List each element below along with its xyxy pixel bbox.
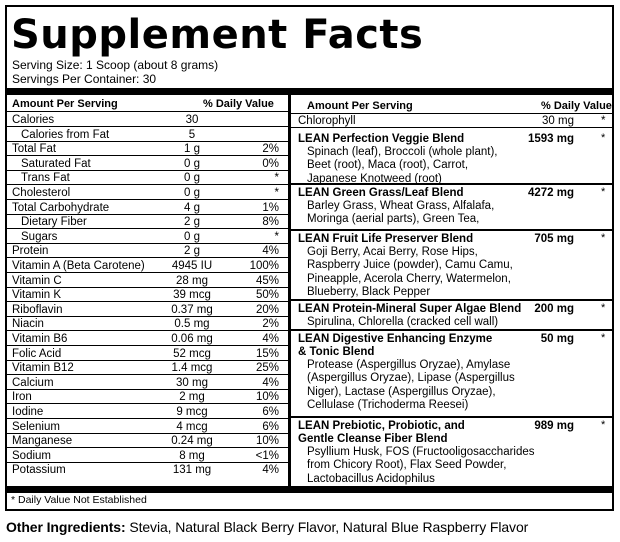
nutrient-amount: 0.37 mg	[171, 303, 213, 316]
nutrient-amount: 0.06 mg	[171, 333, 213, 345]
serving-size: Serving Size: 1 Scoop (about 8 grams)	[12, 58, 219, 72]
nutrient-dv: 0%	[262, 157, 279, 170]
blend-amount: 989 mg	[534, 420, 574, 432]
blend-name: LEAN Digestive Enhancing Enzyme	[298, 333, 493, 345]
blend-amount: 1593 mg	[527, 133, 574, 145]
nutrient-amount: 2 mg	[179, 391, 205, 404]
nutrient-label: Protein	[12, 245, 49, 258]
blend-name: LEAN Fruit Life Preserver Blend	[298, 233, 474, 245]
nutrient-dv: *	[274, 172, 279, 185]
blend-name: LEAN Perfection Veggie Blend	[298, 133, 465, 145]
table-row	[7, 376, 288, 390]
blend-ingredients: Barley Grass, Wheat Grass, Alfalafa,	[307, 200, 495, 212]
nutrient-amount: 1 g	[184, 143, 200, 156]
nutrient-amount: 30 mg	[176, 376, 208, 389]
nutrient-dv: *	[274, 230, 279, 243]
panel-title: Supplement Facts	[11, 12, 424, 58]
blend-ingredients: (Aspergillus Oryzae), Lipase (Aspergillus	[307, 372, 515, 385]
blend-dv: *	[601, 302, 606, 314]
blend-name-cont: Gentle Cleanse Fiber Blend	[298, 433, 448, 445]
blend-ingredients: Niger), Lactase (Aspergillus Oryzae),	[307, 385, 496, 398]
chlorophyll-dv: *	[601, 115, 606, 127]
nutrient-amount: 4 g	[184, 201, 200, 214]
nutrient-dv: 50%	[255, 289, 279, 302]
table-row	[7, 244, 288, 258]
table-row	[7, 259, 288, 273]
nutrient-label: Dietary Fiber	[21, 216, 87, 229]
nutrient-amount: 1.4 mcg	[171, 362, 213, 375]
nutrient-dv: 25%	[255, 362, 279, 375]
right-header-amount: Amount Per Serving	[307, 100, 413, 112]
nutrient-label: Vitamin B6	[12, 333, 68, 345]
nutrient-amount: 0.5 mg	[174, 318, 210, 331]
nutrient-label: Calories	[12, 114, 55, 126]
nutrient-dv: 2%	[262, 143, 279, 156]
blend-ingredients: Psyllium Husk, FOS (Fructooligosaccharides	[307, 446, 535, 458]
blend-ingredients: Lactobacillus Acidophilus	[307, 472, 435, 485]
table-row	[7, 449, 288, 463]
table-row	[7, 128, 288, 142]
nutrient-label: Trans Fat	[21, 172, 70, 185]
table-row	[7, 171, 288, 185]
nutrient-label: Folic Acid	[12, 347, 62, 360]
table-row	[7, 361, 288, 375]
table-row	[7, 230, 288, 244]
table-row	[7, 215, 288, 229]
nutrient-amount: 4945 IU	[171, 260, 213, 272]
chlorophyll-label: Chlorophyll	[298, 115, 356, 127]
nutrient-dv: 6%	[262, 420, 279, 433]
nutrient-dv: 4%	[262, 376, 279, 389]
nutrient-label: Saturated Fat	[21, 157, 91, 170]
blend-dv: *	[601, 232, 606, 244]
blend-ingredients: Moringa (aerial parts), Green Tea,	[307, 213, 480, 226]
blend-ingredients: Spirulina, Chlorella (cracked cell wall)	[307, 316, 499, 328]
nutrient-dv: 1%	[262, 201, 279, 214]
table-row	[7, 157, 288, 171]
table-row	[7, 274, 288, 288]
nutrient-dv: 10%	[255, 391, 279, 404]
nutrient-amount: 0 g	[184, 157, 200, 170]
nutrient-dv: 6%	[262, 406, 279, 418]
blend-name: LEAN Protein-Mineral Super Algae Blend	[298, 303, 522, 315]
nutrient-label: Sodium	[12, 449, 51, 462]
nutrient-label: Calories from Fat	[21, 128, 110, 141]
chlorophyll-row	[291, 115, 612, 128]
right-header-dv: % Daily Value	[541, 100, 612, 112]
nutrient-label: Manganese	[12, 435, 73, 448]
nutrient-amount: 28 mg	[176, 274, 208, 287]
nutrient-dv: 4%	[262, 464, 279, 477]
nutrient-amount: 0 g	[184, 230, 200, 243]
table-row	[7, 405, 288, 419]
table-row	[7, 434, 288, 448]
other-ingredients	[6, 519, 528, 535]
blend-ingredients: Protease (Aspergillus Oryzae), Amylase	[307, 359, 511, 371]
nutrient-amount: 0.24 mg	[171, 435, 213, 448]
table-row	[7, 347, 288, 361]
nutrient-dv: 15%	[255, 347, 279, 360]
blend-ingredients: Cellulase (Trichoderma Reesei)	[307, 399, 469, 412]
left-header-amount: Amount Per Serving	[12, 98, 118, 110]
blend-ingredients: Spinach (leaf), Broccoli (whole plant),	[307, 146, 498, 158]
blend-ingredients: Goji Berry, Acai Berry, Rose Hips,	[307, 246, 478, 258]
blend-name: LEAN Green Grass/Leaf Blend	[298, 187, 464, 199]
table-row	[7, 332, 288, 346]
other-ingredients-text: Stevia, Natural Black Berry Flavor, Natural Blue Raspberry Flavor	[125, 519, 529, 535]
nutrient-dv: 2%	[262, 318, 279, 331]
nutrient-amount: 39 mcg	[173, 289, 211, 302]
table-row	[7, 288, 288, 302]
nutrient-amount: 2 g	[184, 245, 200, 258]
nutrient-label: Cholesterol	[12, 187, 71, 199]
table-row	[7, 113, 288, 127]
blend-amount: 705 mg	[534, 233, 574, 245]
nutrient-label: Niacin	[12, 318, 44, 331]
nutrient-dv: 4%	[262, 245, 279, 258]
nutrient-label: Selenium	[12, 420, 60, 433]
nutrient-label: Potassium	[12, 464, 66, 477]
nutrient-label: Calcium	[12, 376, 54, 389]
blend-dv: *	[601, 132, 606, 144]
thick-divider-top	[7, 88, 612, 95]
right-table-header	[291, 95, 612, 114]
nutrient-amount: 8 mg	[179, 449, 205, 462]
nutrient-label: Vitamin A (Beta Carotene)	[12, 260, 145, 272]
nutrient-dv: 10%	[255, 435, 279, 448]
nutrient-label: Riboflavin	[12, 303, 63, 316]
table-row	[7, 186, 288, 200]
nutrient-label: Iron	[12, 391, 32, 404]
blend-row	[291, 331, 612, 418]
blend-name: LEAN Prebiotic, Probiotic, and	[298, 420, 465, 432]
blend-amount: 50 mg	[540, 333, 574, 345]
nutrient-dv: *	[274, 187, 279, 199]
table-row	[7, 317, 288, 331]
blend-ingredients: Beet (root), Maca (root), Carrot,	[307, 159, 469, 172]
left-table-header	[7, 95, 288, 112]
nutrient-amount: 2 g	[184, 216, 200, 229]
blend-ingredients: Japanese Knotweed (root)	[307, 172, 442, 185]
nutrient-amount: 4 mcg	[176, 420, 208, 433]
nutrient-amount: 0 g	[184, 172, 200, 185]
nutrient-label: Vitamin C	[12, 274, 62, 287]
nutrient-label: Sugars	[21, 230, 58, 243]
blend-name-cont: & Tonic Blend	[298, 346, 375, 358]
table-row	[7, 463, 288, 477]
footnote: * Daily Value Not Established	[11, 494, 147, 506]
nutrient-amount: 5	[188, 128, 196, 141]
servings-per-container: Servings Per Container: 30	[12, 72, 157, 86]
table-row	[7, 420, 288, 434]
chlorophyll-amount: 30 mg	[542, 115, 574, 127]
other-ingredients-label: Other Ingredients:	[6, 519, 126, 535]
nutrient-dv: <1%	[255, 449, 279, 462]
nutrient-amount: 131 mg	[172, 464, 212, 477]
table-row	[7, 303, 288, 317]
blend-row	[291, 231, 612, 301]
nutrient-dv: 45%	[255, 274, 279, 287]
blend-row	[291, 185, 612, 231]
blend-row	[291, 131, 612, 185]
blend-dv: *	[601, 419, 606, 431]
blend-ingredients: from Chicory Root), Flax Seed Powder,	[307, 459, 507, 472]
nutrient-label: Total Carbohydrate	[12, 201, 110, 214]
table-row	[7, 142, 288, 156]
table-row	[7, 390, 288, 404]
nutrient-label: Iodine	[12, 406, 44, 418]
nutrient-dv: 8%	[262, 216, 279, 229]
blend-ingredients: Blueberry, Black Pepper	[307, 286, 431, 299]
nutrient-label: Vitamin K	[12, 289, 62, 302]
nutrient-label: Vitamin B12	[12, 362, 74, 375]
nutrient-amount: 52 mcg	[173, 347, 211, 360]
nutrient-dv: 20%	[255, 303, 279, 316]
nutrient-dv: 4%	[262, 333, 279, 345]
blend-ingredients: Raspberry Juice (powder), Camu Camu,	[307, 259, 513, 272]
blend-dv: *	[601, 186, 606, 198]
blend-dv: *	[601, 332, 606, 344]
nutrient-label: Total Fat	[12, 143, 57, 156]
nutrient-dv: 100%	[249, 260, 279, 272]
nutrient-amount: 30	[185, 114, 199, 126]
blend-row	[291, 418, 612, 486]
blend-amount: 4272 mg	[527, 187, 574, 199]
nutrient-amount: 9 mcg	[176, 406, 208, 418]
left-header-dv: % Daily Value	[203, 98, 274, 110]
blend-amount: 200 mg	[534, 303, 574, 315]
blend-ingredients: Pineapple, Acerola Cherry, Watermelon,	[307, 272, 511, 285]
thick-divider-bottom	[7, 486, 612, 493]
table-row	[7, 201, 288, 215]
nutrient-amount: 0 g	[184, 187, 200, 199]
blend-row	[291, 301, 612, 331]
supplement-facts-panel	[5, 5, 614, 511]
